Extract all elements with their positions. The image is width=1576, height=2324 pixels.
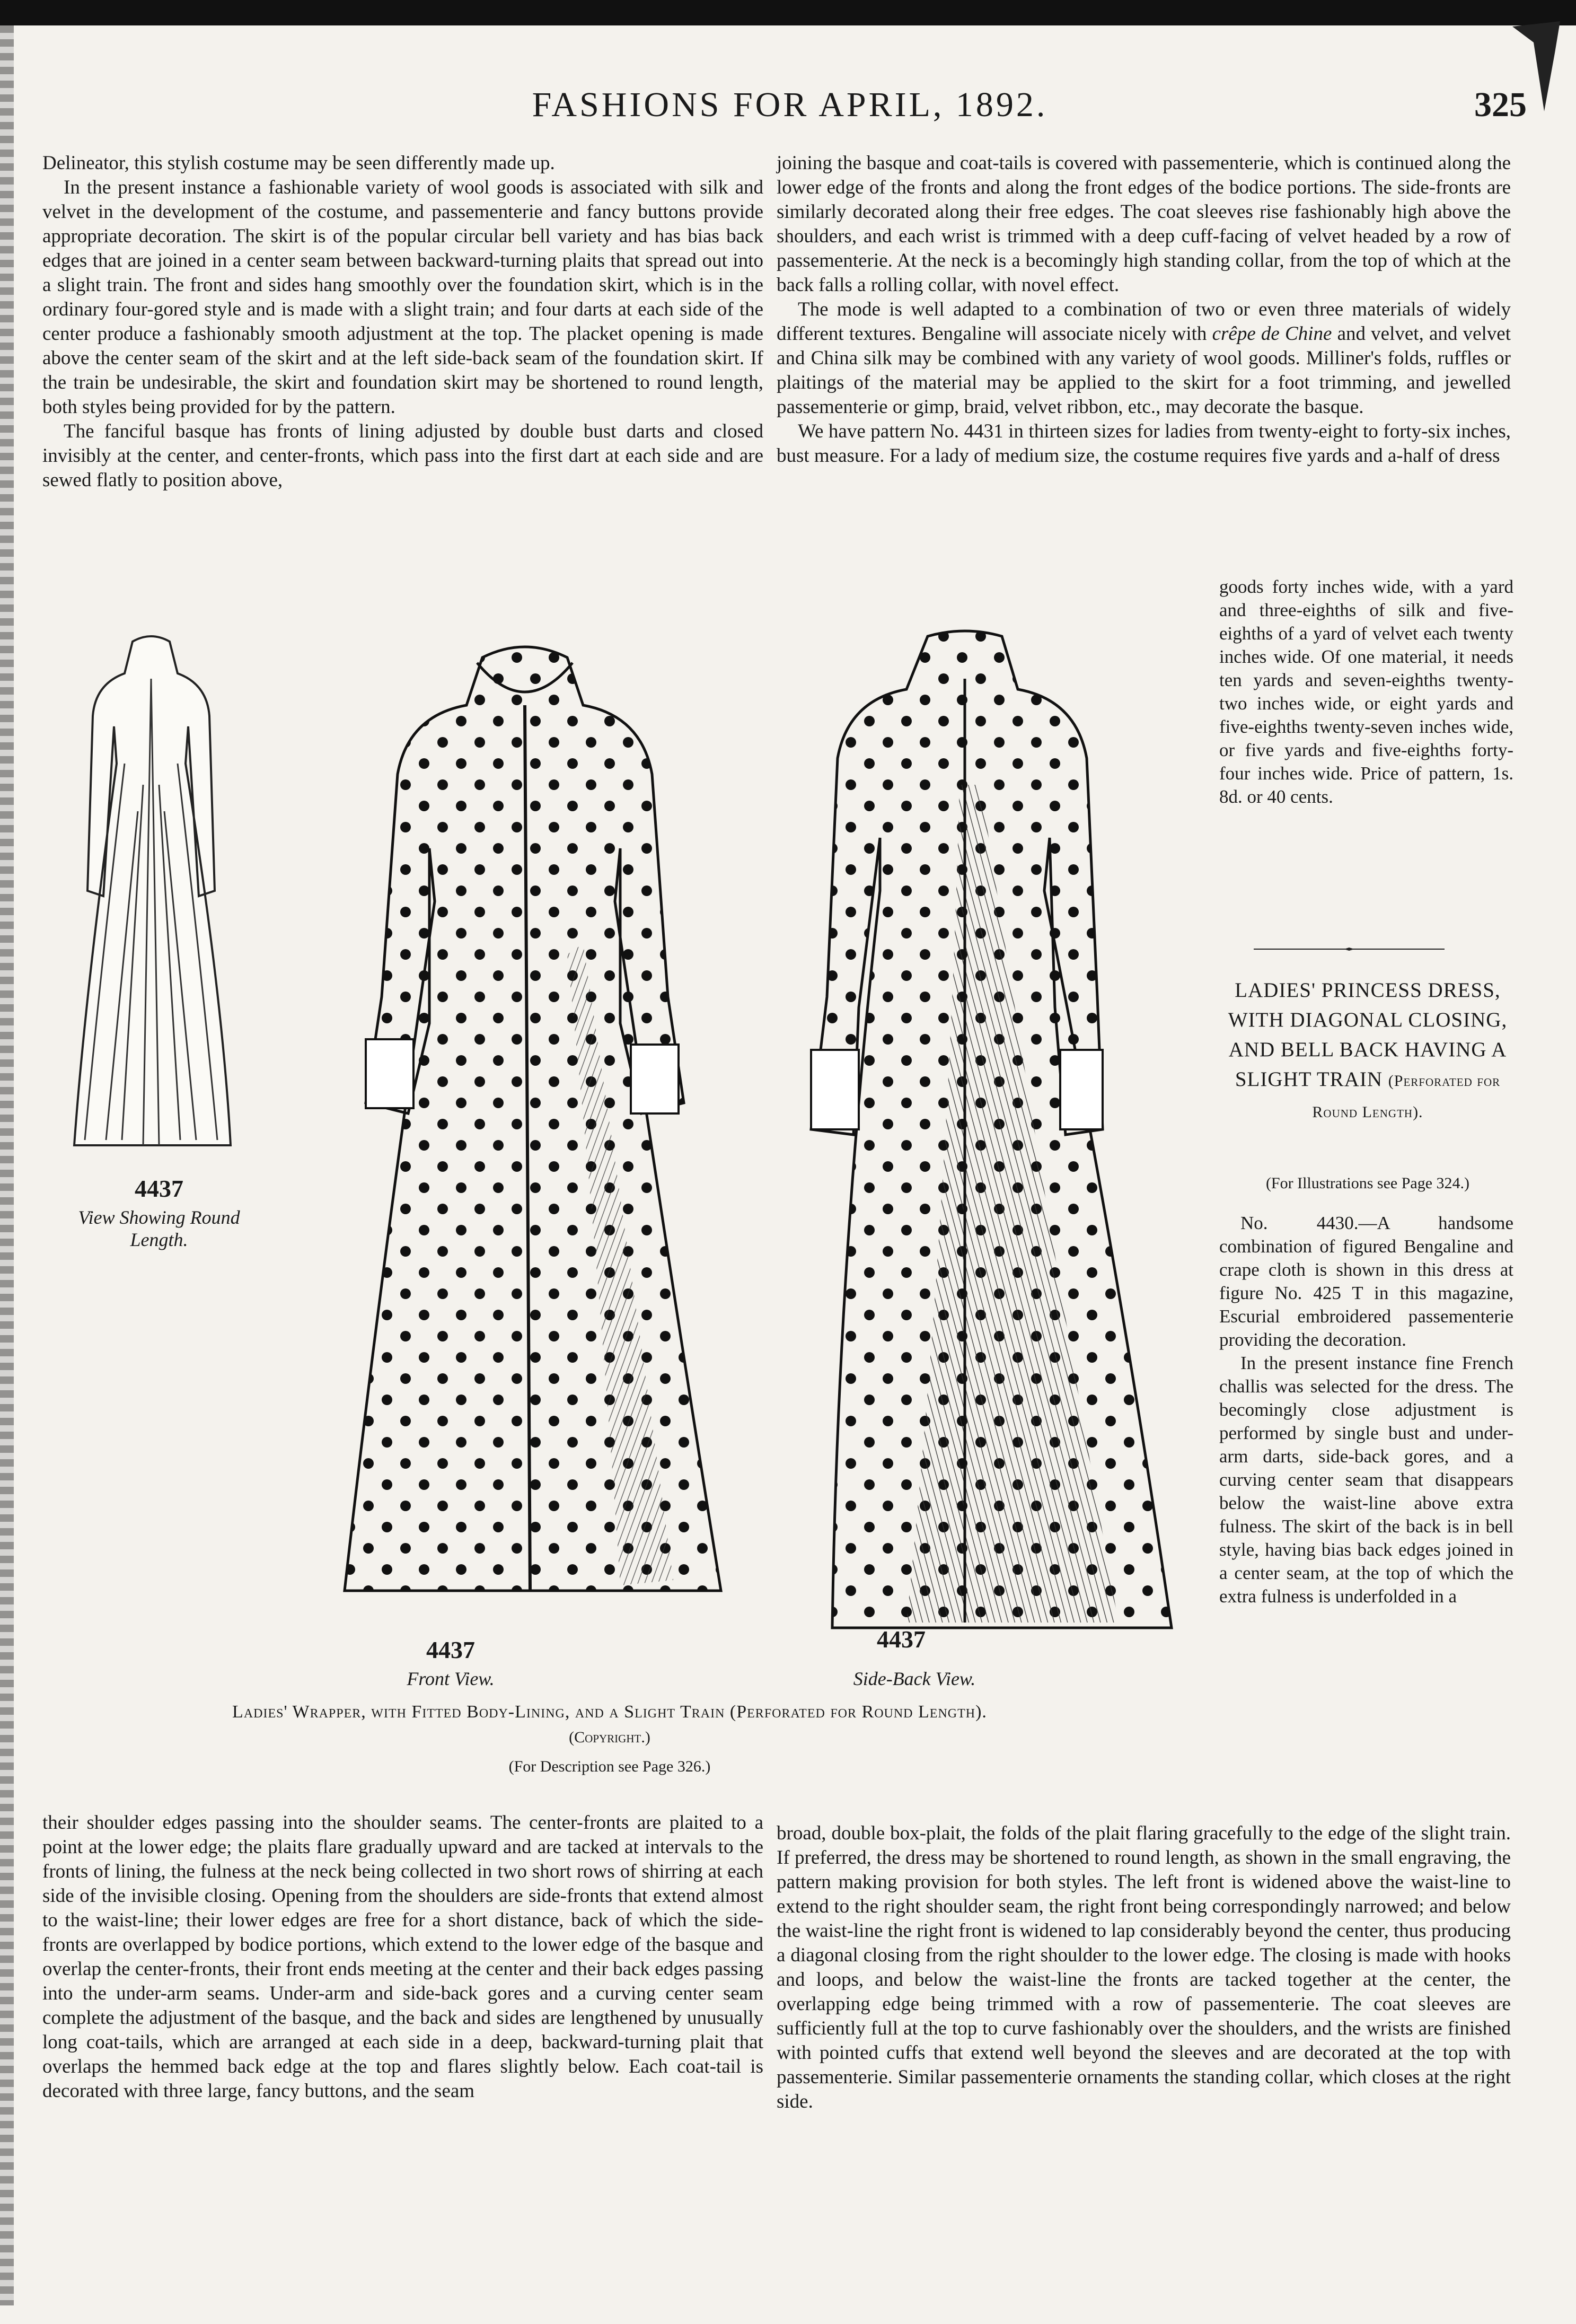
page-number: 325 [1474, 85, 1527, 124]
scan-binding-edge [0, 25, 14, 2305]
figure-label: View Showing Round Length. [78, 1207, 240, 1250]
article-column-bottom-right [777, 1821, 1511, 2114]
article-column-narrow-lower [1219, 1212, 1513, 1608]
paragraph: The fanciful basque has fronts of lining adjusted by double bust darts and closed invisibly at the center, and center-fronts, which pass into the first dart at each side and are sewed flatly to position above, [42, 420, 763, 491]
page-header [42, 85, 1537, 143]
figure-label: Front View. [407, 1668, 495, 1689]
figure-number: 4437 [426, 1636, 475, 1663]
illustration-small-back-view [64, 626, 239, 1156]
figure-number: 4437 [877, 1626, 926, 1653]
section-heading [1217, 976, 1519, 1127]
paragraph: In the present instance fine French challis was selected for the dress. The becomingly close adjustment is performed by single bust and under-arm darts, side-back gores, and a curving center seam that disappears below the waist-line above extra fulness. The skirt of the back is in bell style, having bias back edges joined in a center seam, at the top of which the extra fulness is underfolded in a [1219, 1353, 1513, 1607]
page-title: FASHIONS FOR APRIL, 1892. [532, 85, 1048, 124]
section-heading-paren: (Perforated for Round Length). [1312, 1072, 1501, 1121]
paragraph: their shoulder edges passing into the shoulder seams. The center-fronts are plaited to a point at the lower edge; the plaits flare gradually upward and are tacked at intervals to the fronts of lining, the fulness at the neck being collected in two short rows of shirring at each side of the invisible closing. Opening from the shoulders are side-fronts that extend almost to the waist-line; their lower edges are free for a short distance, back of which the side-fronts are overlapped by bodice portions, which extend to the lower edge of the basque and overlap the center-fronts, their front ends meeting at the center and their back edges passing into the under-arm seams. Under-arm and side-back gores and a curving center seam complete the adjustment of the basque, and the back and sides are lengthened by unusually long coat-tails, which are arranged at each side in a deep, backward-turning plait that overlaps the hemmed back edge at the top and flares slightly below. Each coat-tail is decorated with three large, fancy buttons, and the seam [42, 1812, 763, 2102]
paragraph: We have pattern No. 4431 in thirteen sizes for ladies from twenty-eight to forty-six inches, bust measure. For a lady of medium size, the costume requires five yards and a-half of dress [777, 420, 1511, 467]
article-column-narrow [1219, 575, 1513, 809]
paragraph: In the present instance a fashionable variety of wool goods is associated with silk and velvet in the development of the costume, and passementerie and fancy buttons provide appropriate decoration. The skirt is of the popular circular bell variety and has bias back edges that are joined in a center seam between backward-turning plaits that spread out into a slight train. The front and sides hang smoothly over the foundation skirt, which is in the ordinary four-gored style and is made with a slight train; and four darts at each side of the center produce a fashionably smooth adjustment at the top. The placket opening is made above the center seam of the skirt and at the left side-back seam of the foundation skirt. If the train be undesirable, the skirt and foundation skirt may be shortened to round length, both styles being provided for by the pattern. [42, 177, 763, 418]
figure-description-reference: (For Description see Page 326.) [508, 1758, 711, 1775]
paragraph: joining the basque and coat-tails is covered with passementerie, which is continued along the lower edge of the fronts and along the front edges of the bodice portions. The side-fronts are similarly decorated along their free edges. The coat sleeves rise fashionably high above the shoulders, and each wrist is trimmed with a deep cuff-facing of velvet headed by a row of passementerie. At the neck is a becomingly high standing collar, from the top of which at the back falls a rolling collar, with novel effect. [777, 152, 1511, 296]
paragraph: The mode is well adapted to a combination of two or even three materials of widely different textures. Bengaline will associate nicely with crêpe de Chine and velvet, and velvet and China silk may be combined with any variety of wool goods. Milliner's folds, ruffles or plaitings of the material may be applied to the skirt for a foot trimming, and jewelled passementerie or gimp, braid, velvet ribbon, etc., may decorate the basque. [777, 299, 1511, 418]
figure-label: Side-Back View. [853, 1668, 976, 1689]
paragraph: broad, double box-plait, the folds of the plait flaring gracefully to the edge of the slight train. If preferred, the dress may be shortened to round length, as shown in the small engraving, the pattern making provision for both styles. The left front is widened above the waist-line to extend to the right shoulder seam, the right front being correspondingly narrowed; and below the waist-line the right front is widened to lap considerably beyond the center, thus producing a diagonal closing from the right shoulder to the lower edge. The closing is made with hooks and loops, and below the waist-line the fronts are tacked together at the center, the overlapping edge being trimmed with a row of passementerie. The coat sleeves are sufficiently full at the top to curve fashionably over the shoulders, and the wrists are finished with pointed cuffs that extend well beyond the sleeves and are decorated at the top with passementerie. Similar passementerie ornaments the standing collar, which closes at the right side. [777, 1822, 1511, 2112]
article-column-top-left [42, 151, 763, 493]
section-heading-main: LADIES' PRINCESS DRESS, WITH DIAGONAL CLOSING, AND BELL BACK HAVING A SLIGHT TRAIN [1228, 979, 1508, 1091]
illustration-front-view [302, 626, 763, 1623]
figure-copyright: (Copyright.) [569, 1729, 650, 1746]
section-reference: (For Illustrations see Page 324.) [1265, 1174, 1470, 1192]
section-divider [1254, 948, 1445, 951]
article-column-bottom-left [42, 1811, 763, 2103]
figure-number: 4437 [135, 1175, 183, 1202]
emphasis-text: crêpe de Chine [1212, 323, 1332, 345]
article-column-top-right [777, 151, 1511, 468]
illustration-side-back-view [747, 626, 1198, 1649]
paragraph: Delineator, this stylish costume may be seen differently made up. [42, 152, 555, 174]
paragraph: No. 4430.—A handsome combination of figured Bengaline and crape cloth is shown in this dress at figure No. 425 T in this magazine, Escurial embroidered passementerie providing the decoration. [1219, 1213, 1513, 1350]
figure-caption: Ladies' Wrapper, with Fitted Body-Lining, and a Slight Train (Perforated for Round Length). [232, 1702, 987, 1722]
paragraph: goods forty inches wide, with a yard and three-eighths of silk and five-eighths of a yard of velvet each twenty inches wide. Of one material, it needs ten yards and seven-eighths twenty-two inches wide, or eight yards and five-eighths twenty-seven inches wide, or five yards and five-eighths forty-four inches wide. Price of pattern, 1s. 8d. or 40 cents. [1219, 576, 1513, 807]
scan-top-border [0, 0, 1576, 25]
